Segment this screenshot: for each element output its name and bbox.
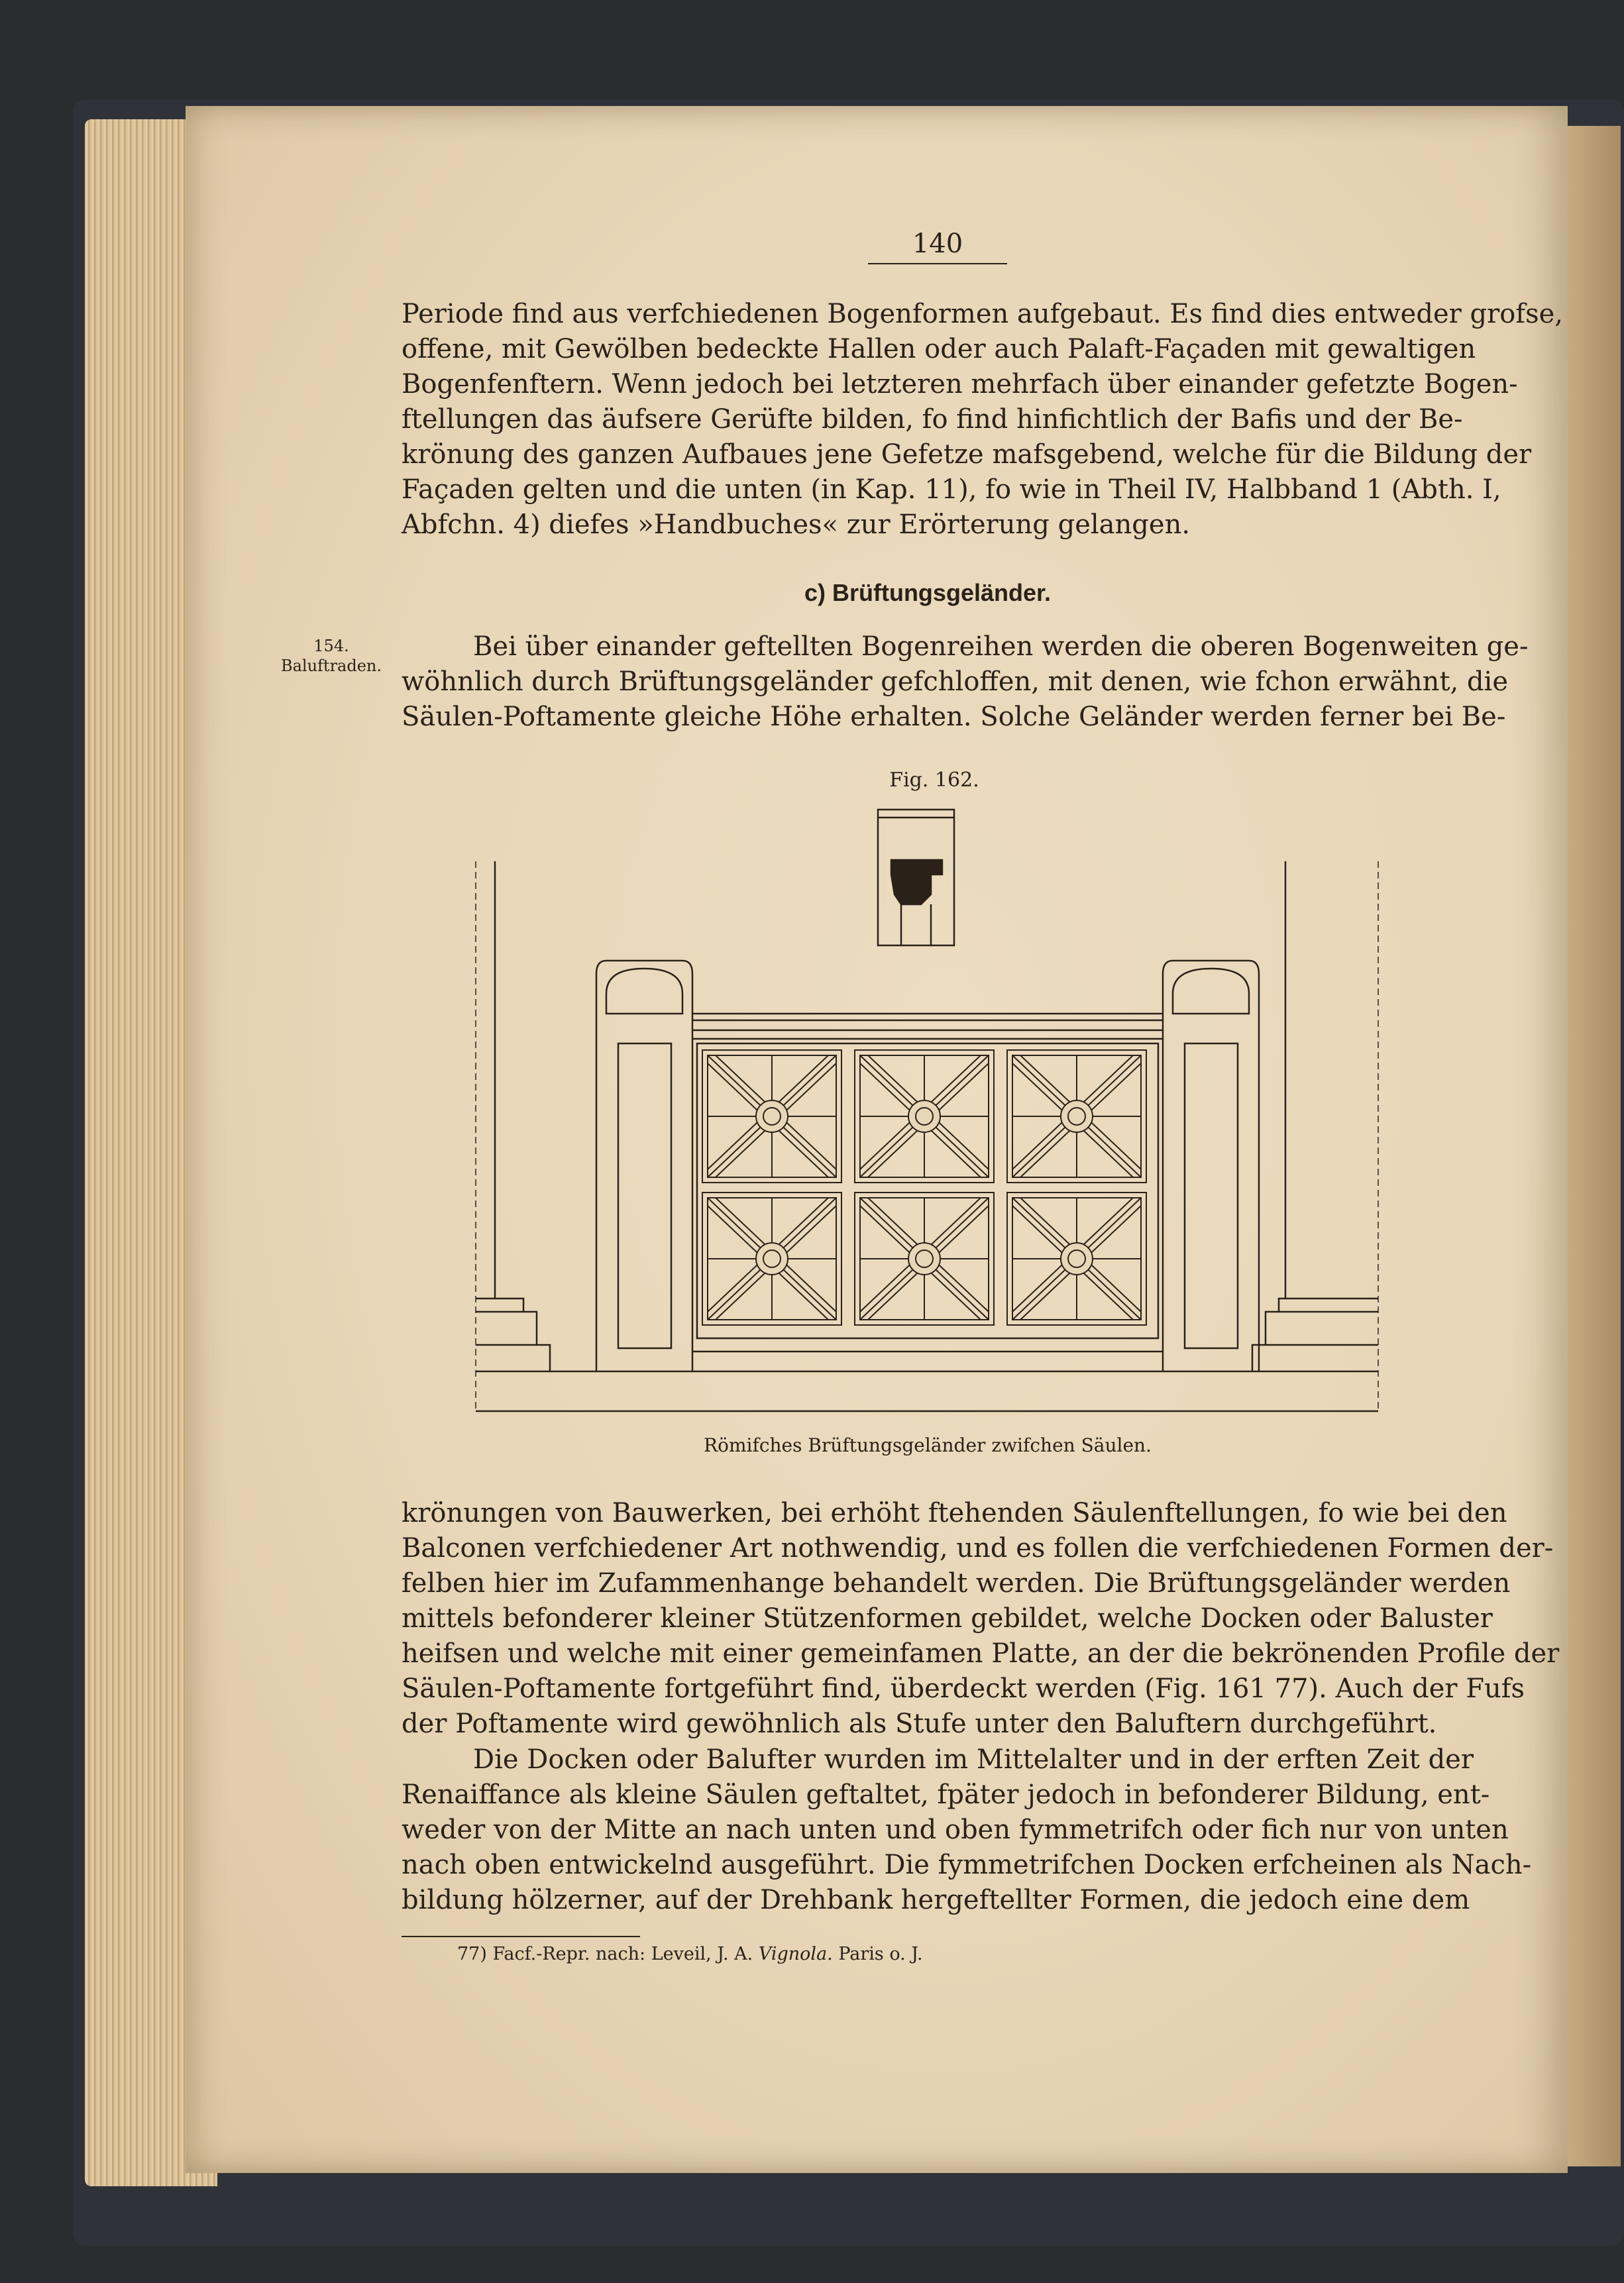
text-line: offene, mit Gewölben bedeckte Hallen oder auch Palaft-Façaden mit gewaltigen [402, 334, 1476, 364]
footnote [457, 1944, 1252, 1964]
text-line: krönung des ganzen Aufbaues jene Gefetze mafsgebend, welche für die Bildung der [402, 439, 1532, 470]
figure-label: Fig. 162. [889, 769, 979, 792]
section-heading: c) Brüftungsgeländer. [804, 579, 1052, 606]
text-line: mittels befonderer kleiner Stützenformen gebildet, welche Docken oder Baluster [402, 1603, 1493, 1634]
left-panel [618, 1043, 671, 1348]
lattice-panels [702, 1050, 1146, 1325]
paragraph-2 [402, 629, 1529, 735]
text-line: Säulen-Poftamente gleiche Höhe erhalten. Solche Geländer werden ferner bei Be- [402, 702, 1506, 732]
figure-caption: Römifches Brüftungsgeländer zwifchen Säulen. [704, 1434, 1152, 1456]
text-line: Die Docken oder Balufter wurden im Mittelalter und in der erften Zeit der [473, 1744, 1474, 1775]
paragraph-3 [402, 1496, 1560, 1742]
text-line: Façaden gelten und die unten (in Kap. 11), fo wie in Theil IV, Halbband 1 (Abth. I, [402, 474, 1501, 505]
text-line: Abfchn. 4) diefes »Handbuches« zur Erörterung gelangen. [402, 509, 1191, 540]
profile-section [891, 860, 942, 904]
text-line: Säulen-Poftamente fortgeführt find, überdeckt werden (Fig. 161 77). Auch der Fufs [402, 1673, 1525, 1704]
text-line: ftellungen das äufsere Gerüfte bilden, fo find hinfichtlich der Bafis und der Be- [402, 404, 1463, 435]
text-line: Periode find aus verfchiedenen Bogenformen aufgebaut. Es find dies entweder grofse, [402, 299, 1563, 329]
footnote-suffix: Paris o. J. [832, 1944, 923, 1964]
text-line: der Poftamente wird gewöhnlich als Stufe unter den Baluftern durchgeführt. [402, 1709, 1437, 1739]
page-edge-right [1568, 126, 1621, 2166]
left-pedestal [596, 961, 692, 1371]
text-line: Renaiffance als kleine Säulen geftaltet, fpäter jedoch in befonderer Bildung, ent- [402, 1779, 1490, 1810]
right-pedestal [1163, 961, 1259, 1371]
marginal-number: 154. [313, 637, 349, 655]
paragraph-4 [402, 1742, 1532, 1918]
text-line: Bogenfenftern. Wenn jedoch bei letzteren mehrfach über einander gefetzte Bogen- [402, 369, 1518, 399]
lattice-frame [697, 1043, 1158, 1338]
balustrade-figure [464, 795, 1391, 1424]
text-line: weder von der Mitte an nach unten und oben fymmetrifch oder fich nur von unten [402, 1815, 1509, 1845]
text-line: felben hier im Zufammenhange behandelt werden. Die Brüftungsgeländer werden [402, 1568, 1511, 1599]
marginal-label: Baluftraden. [280, 657, 382, 675]
footnote-title: Vignola. [758, 1944, 833, 1964]
text-line: wöhnlich durch Brüftungsgeländer gefchloffen, mit denen, wie fchon erwähnt, die [402, 666, 1509, 697]
footnote-rule [402, 1936, 640, 1937]
text-line: nach oben entwickelnd ausgeführt. Die fymmetrifchen Docken erfcheinen als Nach- [402, 1850, 1532, 1880]
right-arch-niche [1173, 969, 1249, 1014]
paragraph-1 [402, 297, 1563, 543]
page-number: 140 [868, 229, 1007, 264]
text-line: Bei über einander geftellten Bogenreihen werden die oberen Bogenweiten ge- [473, 631, 1529, 662]
right-panel [1185, 1043, 1238, 1348]
text-line: Balconen verfchiedener Art nothwendig, und es follen die verfchiedenen Formen der- [402, 1533, 1554, 1564]
text-line: heifsen und welche mit einer gemeinfamen Platte, an der die bekrönenden Profile der [402, 1638, 1560, 1669]
footnote-prefix: 77) Facf.-Repr. nach: Leveil, J. A. [457, 1944, 759, 1964]
left-arch-niche [606, 969, 682, 1014]
marginal-note [272, 636, 391, 676]
text-line: krönungen von Bauwerken, bei erhöht ftehenden Säulenftellungen, fo wie bei den [402, 1498, 1507, 1528]
text-line: bildung hölzerner, auf der Drehbank hergeftellter Formen, die jedoch eine dem [402, 1885, 1470, 1915]
